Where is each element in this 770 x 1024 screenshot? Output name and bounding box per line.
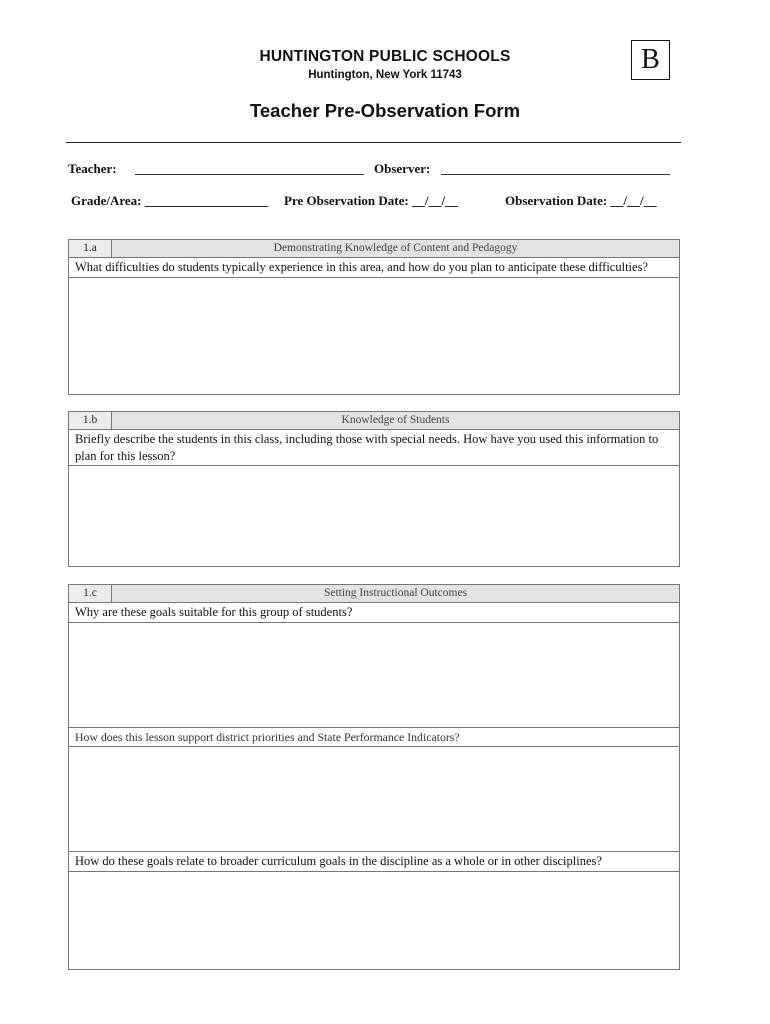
answer-area[interactable]: [69, 747, 679, 852]
section-number: 1.c: [69, 585, 112, 602]
grade-area-field[interactable]: Grade/Area: ___________________: [71, 193, 269, 208]
teacher-field[interactable]: [135, 174, 364, 175]
section-question: Briefly describe the students in this class, including those with special needs. How have you used this information to plan for this lesson?: [69, 430, 679, 466]
teacher-label: Teacher:: [68, 161, 117, 176]
section-1b: [68, 411, 680, 567]
pre-observation-date-field[interactable]: Pre Observation Date: __/__/__: [284, 193, 459, 208]
form-letter-badge: B: [631, 40, 670, 80]
header-divider: [66, 142, 681, 143]
section-question: How does this lesson support district priorities and State Performance Indicators?: [69, 728, 679, 748]
observation-date-field[interactable]: Observation Date: __/__/__: [505, 193, 657, 208]
answer-area[interactable]: [69, 466, 679, 570]
section-title: Demonstrating Knowledge of Content and Pedagogy: [273, 242, 518, 254]
answer-area[interactable]: [69, 278, 679, 382]
section-question: What difficulties do students typically experience in this area, and how do you plan to anticipate these difficulties?: [69, 258, 679, 278]
answer-area[interactable]: [69, 872, 679, 972]
section-1a: [68, 239, 680, 395]
school-name: HUNTINGTON PUBLIC SCHOOLS: [259, 48, 511, 65]
section-number: 1.b: [69, 412, 112, 429]
section-question: How do these goals relate to broader curriculum goals in the discipline as a whole or in other disciplines?: [69, 852, 679, 872]
answer-area[interactable]: [69, 623, 679, 728]
section-header: [69, 412, 679, 430]
section-question: Why are these goals suitable for this group of students?: [69, 603, 679, 623]
section-title: Knowledge of Students: [341, 414, 450, 426]
school-location: Huntington, New York 11743: [308, 69, 462, 81]
section-header: [69, 585, 679, 603]
section-1c: [68, 584, 680, 970]
section-header: [69, 240, 679, 258]
form-title: Teacher Pre-Observation Form: [249, 100, 521, 121]
observer-label: Observer:: [374, 161, 431, 176]
observer-field[interactable]: [441, 174, 670, 175]
section-title: Setting Instructional Outcomes: [323, 587, 468, 599]
section-number: 1.a: [69, 240, 112, 257]
